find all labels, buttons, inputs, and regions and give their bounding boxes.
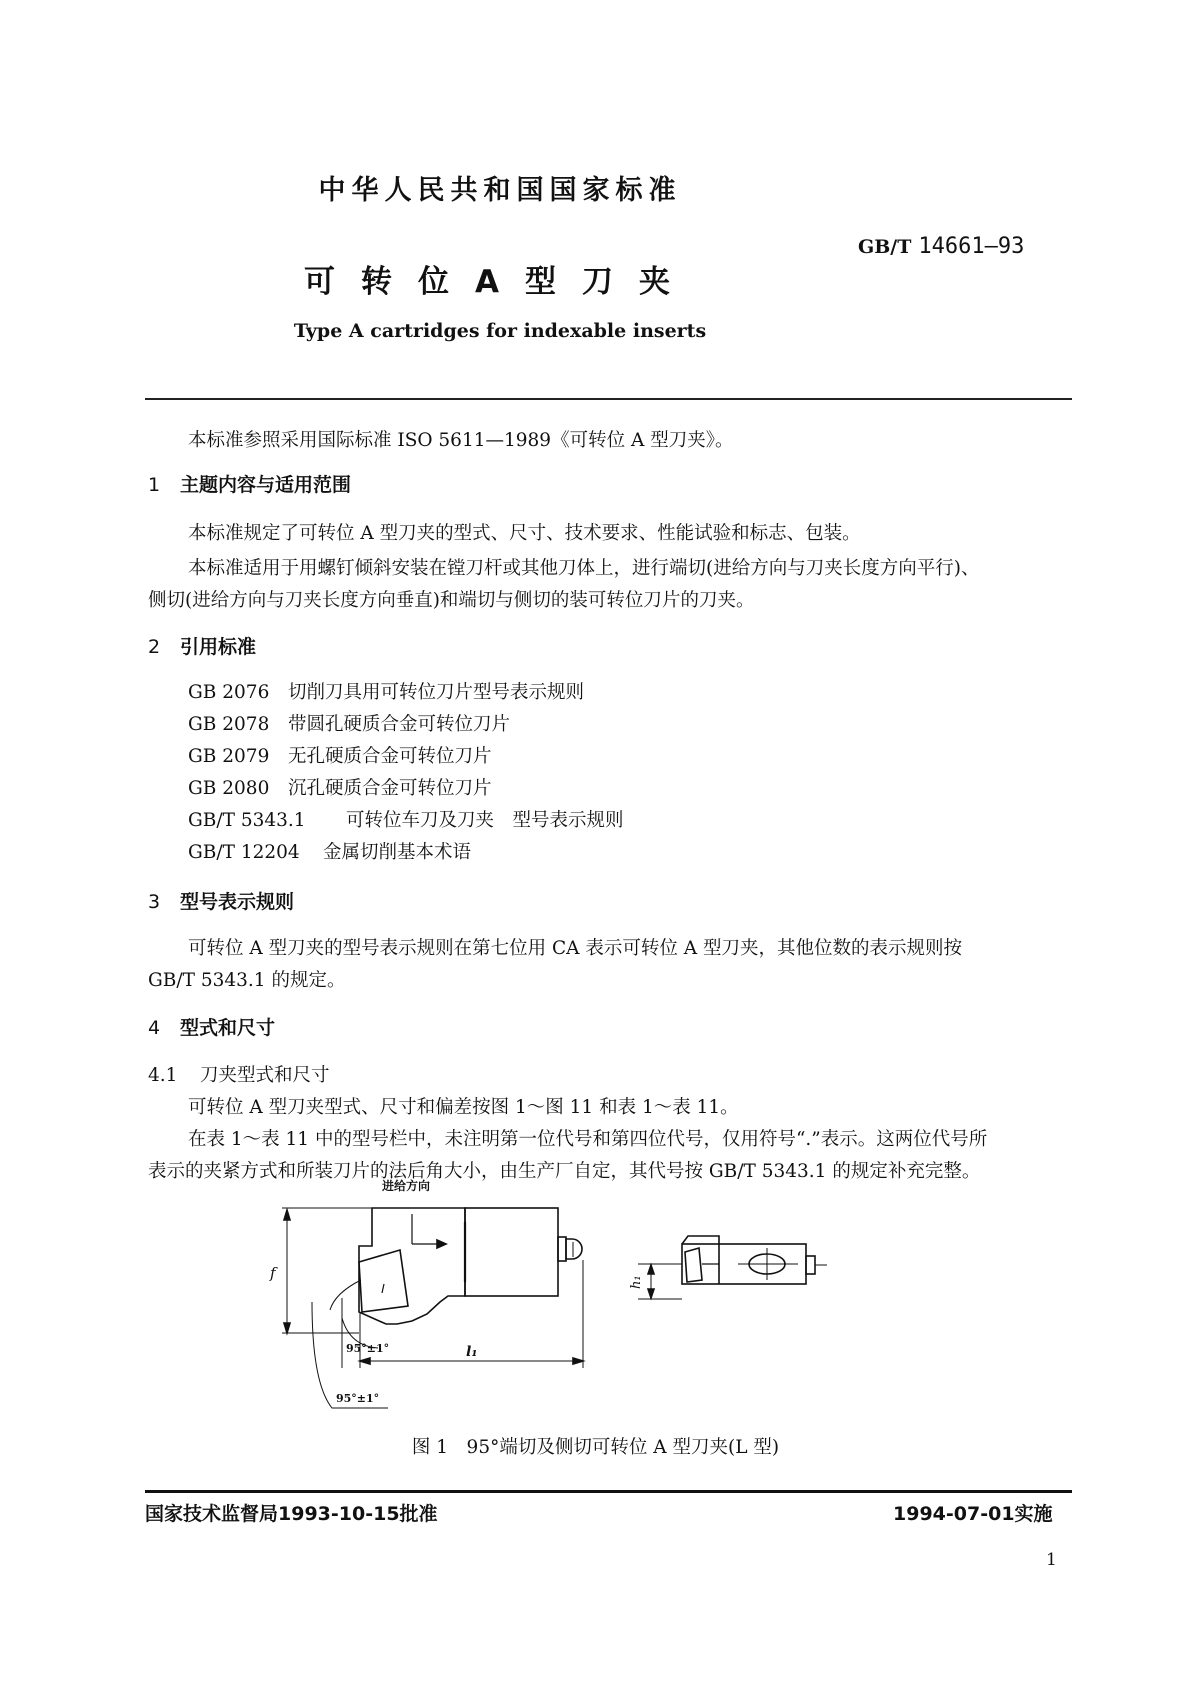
section-4-heading (148, 1013, 275, 1040)
arrow-head (284, 1210, 290, 1220)
angle-leader (330, 1280, 361, 1310)
section-1-heading (148, 470, 351, 497)
figure-1-drawing (270, 1179, 910, 1426)
reference-title: 无孔硬质合金可转位刀片 (288, 746, 492, 767)
bottom-rule (145, 1490, 1072, 1493)
reference-code: GB 2080 (188, 778, 270, 799)
section-title: 型号表示规则 (180, 891, 295, 913)
section-3-paragraph: GB/T 5343.1 的规定。 (148, 970, 346, 991)
cartridge-rear-body (465, 1208, 558, 1296)
subsection-number: 4.1 (148, 1065, 178, 1086)
section-1-paragraph: 侧切(进给方向与刀夹长度方向垂直)和端切与侧切的装可转位刀片的刀夹。 (148, 590, 755, 611)
reference-title: 沉孔硬质合金可转位刀片 (288, 778, 492, 799)
subsection-4-1-heading (148, 1060, 330, 1092)
section-number: 2 (148, 636, 161, 658)
section-title: 主题内容与适用范围 (180, 474, 352, 496)
screw-collar (558, 1237, 566, 1261)
section-4-paragraph: 在表 1～表 11 中的型号栏中，未注明第一位代号和第四位代号，仅用符号“.”表示。这两位代号所 (188, 1129, 988, 1150)
approval-line: 国家技术监督局1993-10-15批准 (145, 1503, 438, 1525)
reference-title: 带圆孔硬质合金可转位刀片 (288, 714, 511, 735)
dimension-label-h1: h₁ (629, 1275, 644, 1289)
reference-title: 金属切削基本术语 (323, 842, 472, 863)
section-title: 型式和尺寸 (180, 1017, 276, 1039)
adjust-screw-head (566, 1239, 582, 1259)
reference-code: GB 2076 (188, 682, 270, 703)
document-title-en: Type A cartridges for indexable inserts (293, 320, 707, 342)
arrow-head (648, 1289, 654, 1298)
reference-item (188, 709, 510, 741)
section-4-paragraph: 表示的夹紧方式和所装刀片的法后角大小，由生产厂自定，其代号按 GB/T 5343.1 的规定补充完整。 (148, 1161, 981, 1182)
effective-date: 1994-07-01实施 (893, 1503, 1053, 1525)
section-1-paragraph: 本标准适用于用螺钉倾斜安装在镗刀杆或其他刀体上，进行端切(进给方向与刀夹长度方向平行)、 (188, 558, 980, 579)
reference-code: GB/T 5343.1 (188, 810, 306, 831)
arrow-head (573, 1358, 583, 1364)
reference-code: GB 2079 (188, 746, 270, 767)
standard-code: 14661—93 (918, 234, 1025, 259)
dimension-label-f: f (270, 1264, 276, 1282)
insert-hole-mark (382, 1284, 384, 1293)
reference-item (188, 677, 584, 709)
page-number: 1 (1046, 1550, 1057, 1570)
reference-item (188, 837, 471, 869)
section-title: 引用标准 (180, 636, 257, 658)
section-number: 3 (148, 891, 161, 913)
section-4-paragraph: 可转位 A 型刀夹型式、尺寸和偏差按图 1～图 11 和表 1～表 11。 (188, 1097, 739, 1118)
angle-label-inner: 95°±1° (346, 1342, 390, 1355)
subsection-title: 刀夹型式和尺寸 (200, 1065, 330, 1086)
intro-paragraph: 本标准参照采用国际标准 ISO 5611—1989《可转位 A 型刀夹》。 (188, 430, 734, 451)
side-view-insert (685, 1248, 702, 1282)
arrow-head (648, 1265, 654, 1274)
figure-caption: 图 1 95°端切及侧切可转位 A 型刀夹(L 型) (411, 1437, 780, 1458)
org-title: 中华人民共和国国家标准 (318, 175, 682, 206)
section-1-paragraph: 本标准规定了可转位 A 型刀夹的型式、尺寸、技术要求、性能试验和标志、包装。 (188, 523, 861, 544)
document-title: 可转位A型刀夹 (304, 264, 696, 300)
arrow-head (360, 1358, 370, 1364)
section-number: 1 (148, 474, 161, 496)
standard-prefix: GB/T (858, 236, 912, 258)
top-rule (145, 398, 1072, 400)
section-3-paragraph: 可转位 A 型刀夹的型号表示规则在第七位用 CA 表示可转位 A 型刀夹，其他位数的表示规则按 (188, 938, 963, 959)
indexable-insert (359, 1250, 408, 1312)
reference-code: GB 2078 (188, 714, 270, 735)
reference-item (188, 805, 624, 837)
feed-direction-label: 进给方向 (382, 1179, 431, 1193)
reference-item (188, 773, 492, 805)
dimension-label-l1: l₁ (466, 1344, 478, 1360)
reference-code: GB/T 12204 (188, 842, 300, 863)
reference-item (188, 741, 492, 773)
section-2-heading (148, 632, 256, 659)
feed-arrow-head (437, 1240, 446, 1248)
section-3-heading (148, 887, 294, 914)
angle-label-outer: 95°±1° (336, 1392, 380, 1405)
reference-title: 切削刀具用可转位刀片型号表示规则 (288, 682, 585, 703)
section-number: 4 (148, 1017, 161, 1039)
reference-title: 可转位车刀及刀夹 型号表示规则 (346, 810, 624, 831)
side-view-screw (806, 1256, 815, 1274)
arrow-head (284, 1323, 290, 1333)
